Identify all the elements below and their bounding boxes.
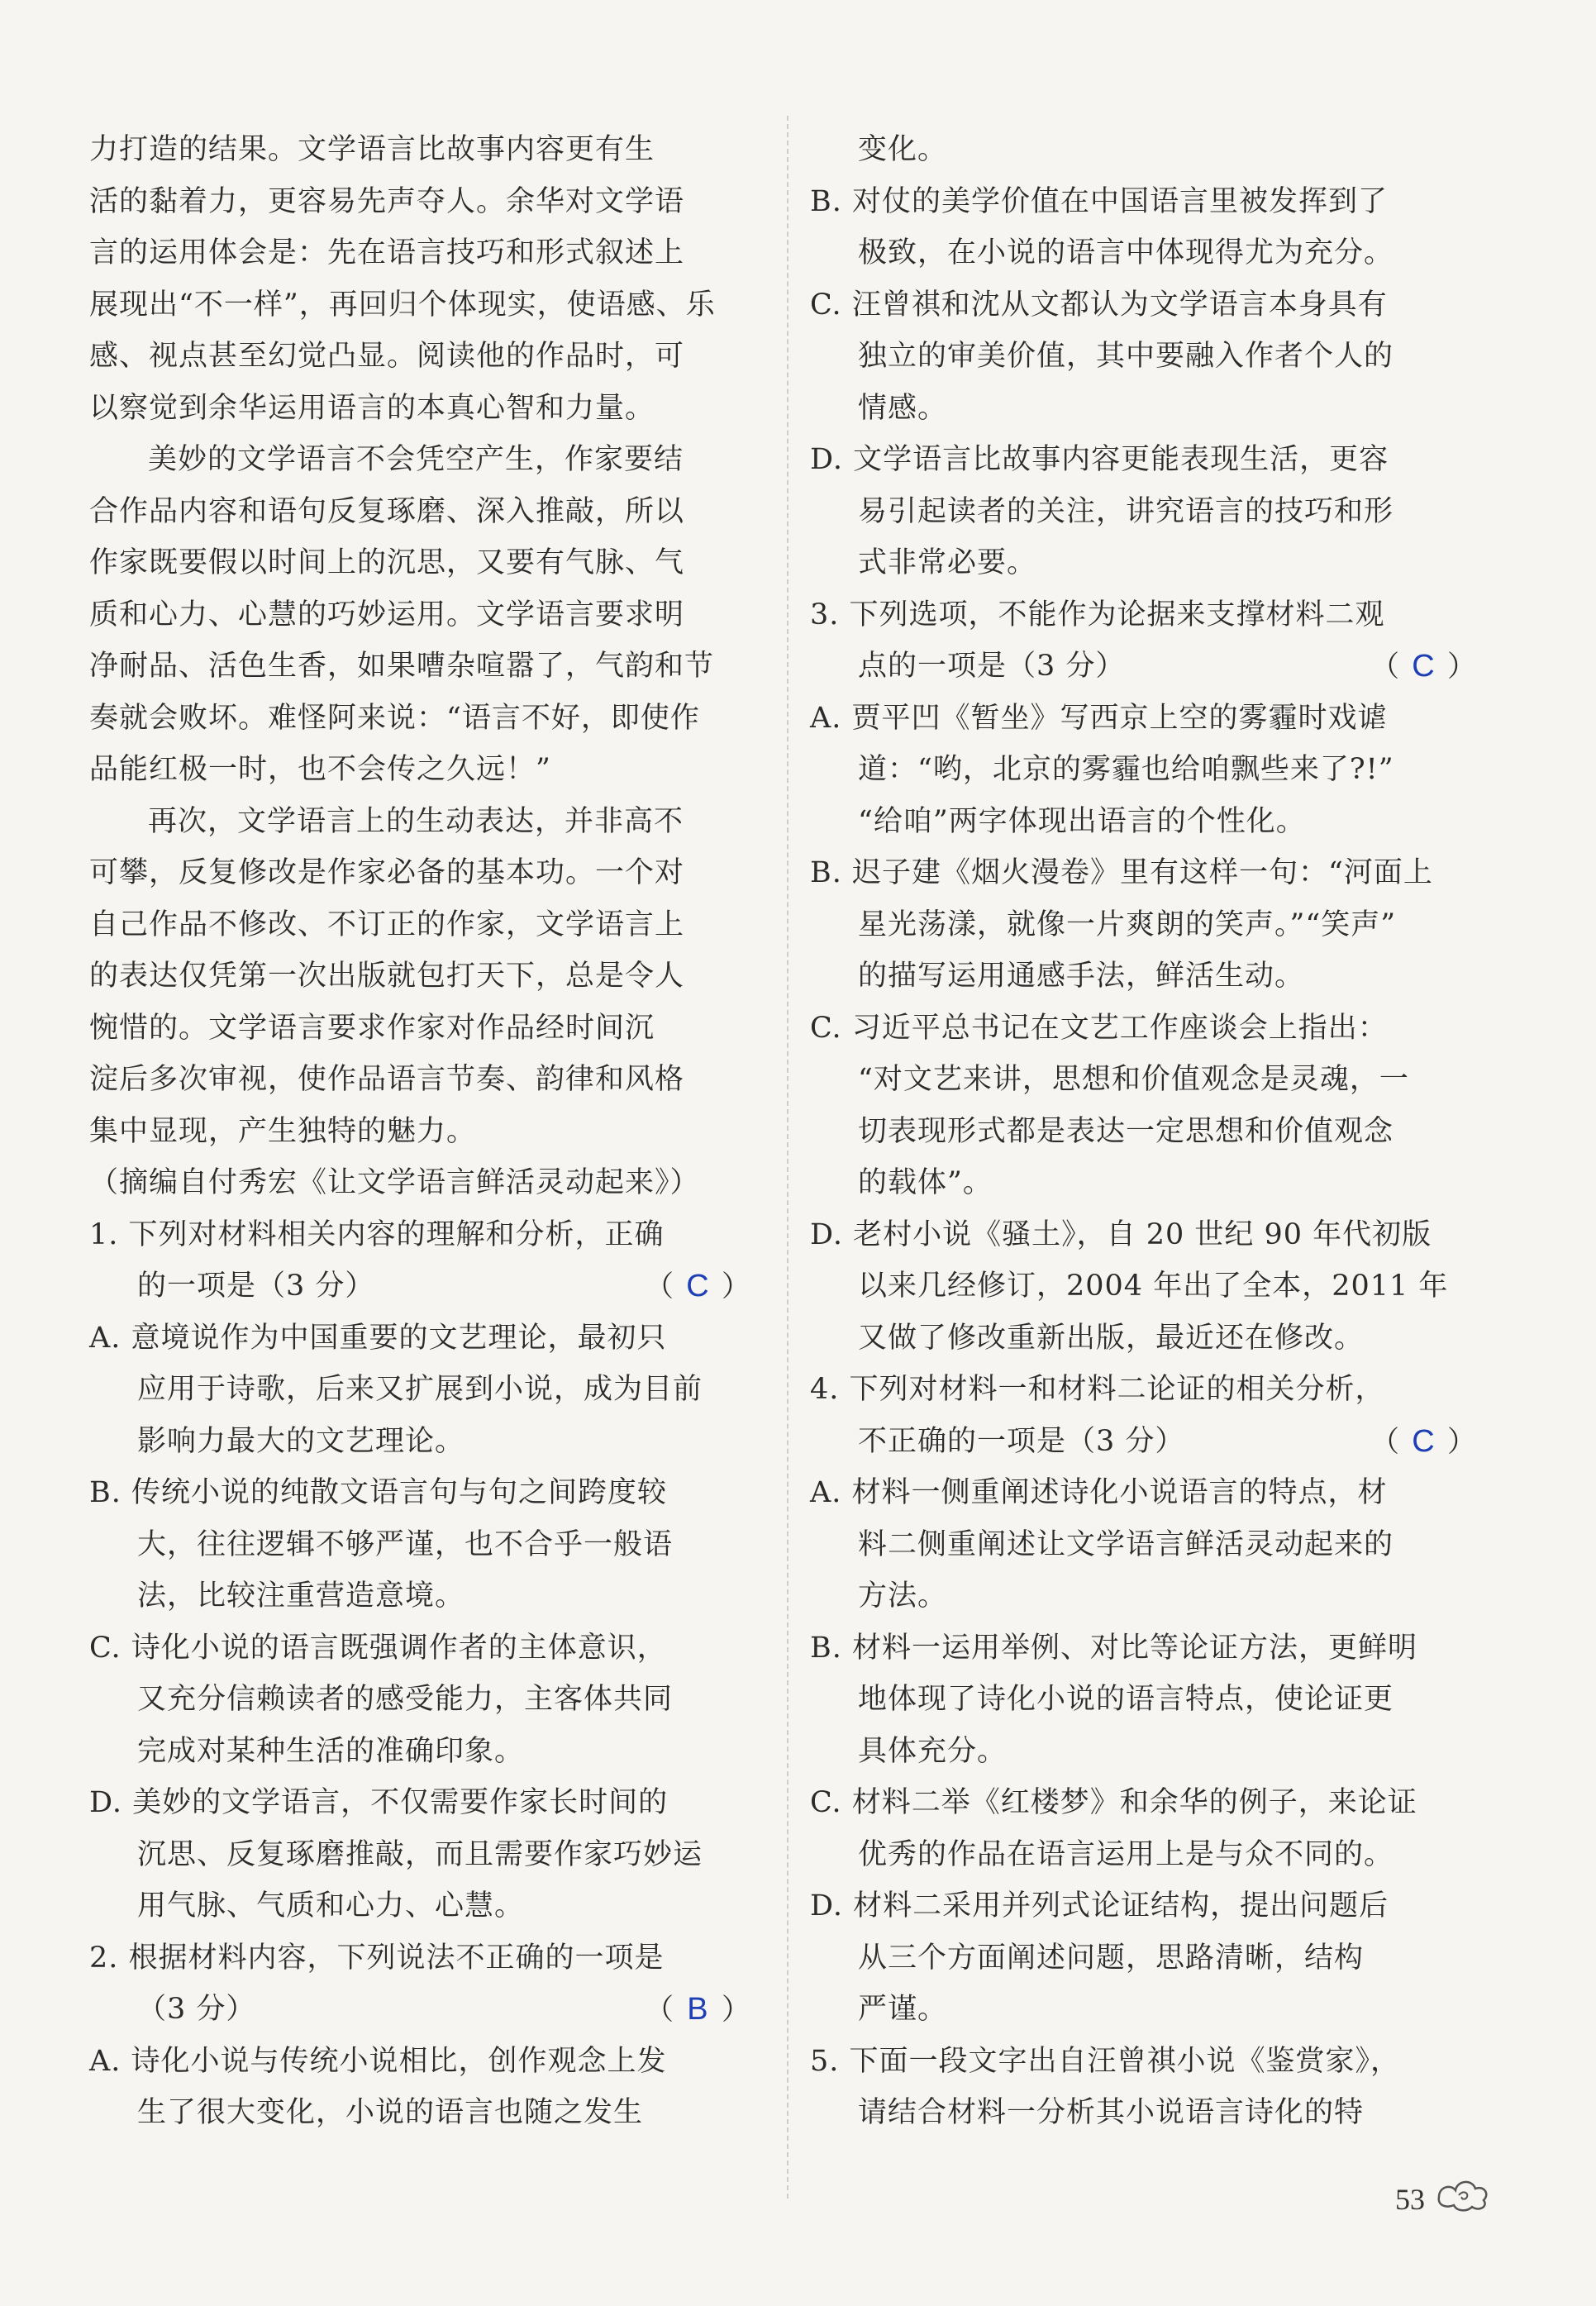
question-4-stem: 4. 下列对材料一和材料二论证的相关分析， bbox=[810, 1373, 1385, 1406]
option-line: A. 贾平凹《暂坐》写西京上空的雾霾时戏谑 bbox=[810, 701, 1388, 735]
option-line: 方法。 bbox=[858, 1579, 948, 1613]
option-line: B. 材料一运用举例、对比等论证方法，更鲜明 bbox=[810, 1631, 1417, 1665]
option-line: 星光荡漾，就像一片爽朗的笑声。”“笑声” bbox=[858, 908, 1397, 941]
paragraph-line: 感、视点甚至幻觉凸显。阅读他的作品时，可 bbox=[89, 340, 685, 373]
option-line: 优秀的作品在语言运用上是与众不同的。 bbox=[858, 1837, 1394, 1871]
paragraph-line: 力打造的结果。文学语言比故事内容更有生 bbox=[89, 133, 655, 166]
question-5-stem: 5. 下面一段文字出自汪曾祺小说《鉴赏家》， bbox=[810, 2044, 1401, 2078]
paragraph-line: 集中显现，产生独特的魅力。 bbox=[89, 1114, 477, 1148]
question-2-stem: 2. 根据材料内容，下列说法不正确的一项是 bbox=[89, 1941, 665, 1975]
option-line: 用气脉、气质和心力、心慧。 bbox=[137, 1889, 525, 1922]
option-line: 应用于诗歌，后来又扩展到小说，成为目前 bbox=[137, 1373, 703, 1406]
paragraph-line: 质和心力、心慧的巧妙运用。文学语言要求明 bbox=[89, 598, 685, 631]
option-line: 影响力最大的文艺理论。 bbox=[137, 1424, 465, 1458]
handwritten-answer: C bbox=[1412, 1423, 1435, 1459]
option-line: C. 汪曾祺和沈从文都认为文学语言本身具有 bbox=[810, 288, 1388, 322]
option-line: 极致，在小说的语言中体现得尤为充分。 bbox=[858, 236, 1394, 269]
option-line: “对文艺来讲，思想和价值观念是灵魂，一 bbox=[858, 1063, 1409, 1096]
paragraph-line: 再次，文学语言上的生动表达，并非高不 bbox=[148, 804, 684, 838]
paragraph-line: 展现出“不一样”，再回归个体现实，使语感、乐 bbox=[89, 288, 716, 322]
option-line: B. 迟子建《烟火漫卷》里有这样一句：“河面上 bbox=[810, 856, 1433, 889]
option-line: 切表现形式都是表达一定思想和价值观念 bbox=[858, 1114, 1394, 1148]
option-line: 易引起读者的关注，讲究语言的技巧和形 bbox=[858, 494, 1394, 528]
question-5-stem-cont: 请结合材料一分析其小说语言诗化的特 bbox=[858, 2096, 1365, 2129]
paragraph-line: 言的运用体会是：先在语言技巧和形式叙述上 bbox=[89, 236, 685, 269]
option-line: 生了很大变化，小说的语言也随之发生 bbox=[137, 2096, 644, 2129]
source-citation: （摘编自付秀宏《让文学语言鲜活灵动起来》） bbox=[89, 1166, 700, 1199]
option-line: 又做了修改重新出版，最近还在修改。 bbox=[858, 1321, 1365, 1355]
option-line: 道：“哟，北京的雾霾也给咱飘些来了?!” bbox=[858, 753, 1394, 786]
option-line: 完成对某种生活的准确印象。 bbox=[137, 1734, 525, 1768]
paragraph-line: 品能红极一时，也不会传之久远！” bbox=[89, 753, 551, 786]
question-4-stem-cont: 不正确的一项是（3 分） （ C ） bbox=[810, 1416, 1476, 1468]
option-line: 沉思、反复琢磨推敲，而且需要作家巧妙运 bbox=[137, 1837, 703, 1871]
paragraph-line: 美妙的文学语言不会凭空产生，作家要结 bbox=[148, 443, 684, 476]
option-line: D. 美妙的文学语言，不仅需要作家长时间的 bbox=[89, 1786, 669, 1819]
option-line: 大，往往逻辑不够严谨，也不合乎一般语 bbox=[137, 1527, 674, 1561]
option-line: 变化。 bbox=[858, 133, 948, 166]
answer-slot-q1: （ C ） bbox=[645, 1260, 750, 1313]
option-line: 具体充分。 bbox=[858, 1734, 1008, 1768]
option-line: 独立的审美价值，其中要融入作者个人的 bbox=[858, 340, 1394, 373]
paragraph-line: 的表达仅凭第一次出版就包打天下，总是令人 bbox=[89, 960, 685, 993]
paragraph-line: 以察觉到余华运用语言的本真心智和力量。 bbox=[89, 391, 655, 425]
option-line: C. 材料二举《红楼梦》和余华的例子，来论证 bbox=[810, 1786, 1417, 1819]
option-line: A. 诗化小说与传统小说相比，创作观念上发 bbox=[89, 2044, 667, 2078]
paragraph-line: 活的黏着力，更容易先声夺人。余华对文学语 bbox=[89, 184, 685, 218]
question-1-stem: 1. 下列对材料相关内容的理解和分析，正确 bbox=[89, 1217, 665, 1251]
question-3-stem-cont: 点的一项是（3 分） （ C ） bbox=[810, 641, 1476, 693]
paragraph-line: 淀后多次审视，使作品语言节奏、韵律和风格 bbox=[89, 1063, 685, 1096]
option-line: 法，比较注重营造意境。 bbox=[137, 1579, 465, 1613]
option-line: B. 对仗的美学价值在中国语言里被发挥到了 bbox=[810, 184, 1388, 218]
option-line: 又充分信赖读者的感受能力，主客体共同 bbox=[137, 1683, 674, 1716]
option-line: C. 诗化小说的语言既强调作者的主体意识， bbox=[89, 1631, 667, 1665]
option-line: C. 习近平总书记在文艺工作座谈会上指出： bbox=[810, 1011, 1388, 1045]
answer-slot-q2: （ B ） bbox=[645, 1984, 750, 2037]
paragraph-line: 奏就会败坏。难怪阿来说：“语言不好，即使作 bbox=[89, 701, 700, 735]
page-number: 53 bbox=[1395, 2183, 1425, 2216]
option-line: A. 意境说作为中国重要的文艺理论，最初只 bbox=[89, 1321, 667, 1355]
option-line: D. 文学语言比故事内容更能表现生活，更容 bbox=[810, 443, 1389, 476]
option-line: 严谨。 bbox=[858, 1993, 948, 2026]
option-line: 式非常必要。 bbox=[858, 546, 1037, 579]
handwritten-answer: C bbox=[686, 1269, 709, 1303]
option-line: 料二侧重阐述让文学语言鲜活灵动起来的 bbox=[858, 1527, 1394, 1561]
paragraph-line: 作家既要假以时间上的沉思，又要有气脉、气 bbox=[89, 546, 685, 579]
question-3-stem: 3. 下列选项，不能作为论据来支撑材料二观 bbox=[810, 598, 1385, 631]
right-column bbox=[810, 124, 1476, 2139]
option-line: 的描写运用通感手法，鲜活生动。 bbox=[858, 960, 1305, 993]
answer-slot-q4: （ C ） bbox=[1370, 1416, 1476, 1469]
paragraph-line: 净耐品、活色生香，如果嘈杂喧嚣了，气韵和节 bbox=[89, 650, 715, 683]
option-line: 情感。 bbox=[858, 391, 948, 425]
option-line: D. 老村小说《骚土》，自 20 世纪 90 年代初版 bbox=[810, 1217, 1432, 1251]
option-line: 从三个方面阐述问题，思路清晰，结构 bbox=[858, 1941, 1365, 1975]
paragraph-line: 可攀，反复修改是作家必备的基本功。一个对 bbox=[89, 856, 685, 889]
option-line: B. 传统小说的纯散文语言句与句之间跨度较 bbox=[89, 1476, 667, 1509]
option-line: “给咱”两字体现出语言的个性化。 bbox=[858, 804, 1306, 838]
paragraph-line: 自己作品不修改、不订正的作家，文学语言上 bbox=[89, 908, 685, 941]
column-divider bbox=[787, 116, 788, 2199]
answer-slot-q3: （ C ） bbox=[1370, 641, 1476, 693]
handwritten-answer: B bbox=[687, 1992, 708, 2027]
question-2-stem-cont: （3 分） （ B ） bbox=[89, 1984, 750, 2036]
paragraph-line: 惋惜的。文学语言要求作家对作品经时间沉 bbox=[89, 1011, 655, 1045]
handwritten-answer: C bbox=[1412, 649, 1435, 684]
left-column bbox=[89, 124, 750, 2139]
option-line: 以来几经修订，2004 年出了全本，2011 年 bbox=[858, 1270, 1449, 1303]
option-line: 地体现了诗化小说的语言特点，使论证更 bbox=[858, 1683, 1394, 1716]
paragraph-line: 合作品内容和语句反复琢磨、深入推敲，所以 bbox=[89, 494, 685, 528]
option-line: 的载体”。 bbox=[858, 1166, 993, 1199]
cloud-ornament-icon bbox=[1434, 2172, 1492, 2213]
option-line: D. 材料二采用并列式论证结构，提出问题后 bbox=[810, 1889, 1389, 1922]
question-1-stem-cont: 的一项是（3 分） （ C ） bbox=[89, 1260, 750, 1313]
option-line: A. 材料一侧重阐述诗化小说语言的特点，材 bbox=[810, 1476, 1388, 1509]
